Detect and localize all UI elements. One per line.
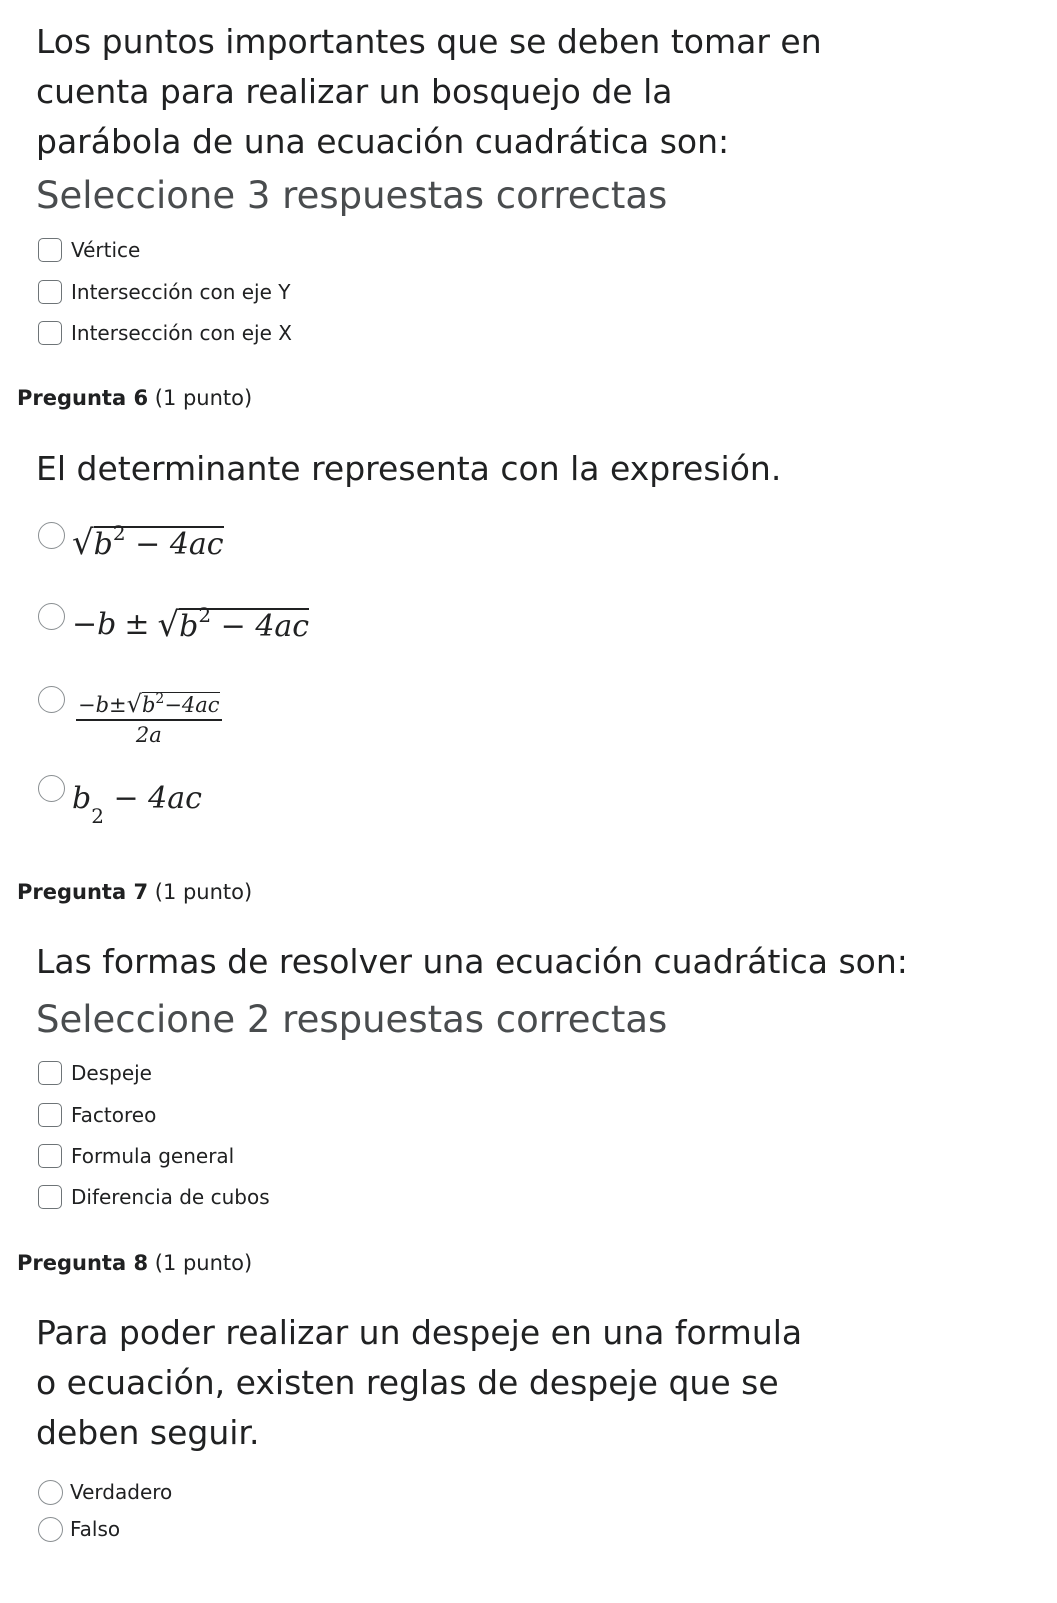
sqrt-symbol: √ $b^2 - 4ac$ — [157, 603, 310, 645]
question-7-instruction: Seleccione 2 respuestas correctas — [36, 998, 668, 1041]
checkbox[interactable] — [38, 1144, 62, 1168]
q6-option-discriminant[interactable] — [38, 775, 202, 828]
question-points: (1 punto) — [154, 880, 253, 904]
question-8-header — [17, 1250, 252, 1276]
math-expression: b 2 − 4ac — [72, 781, 202, 828]
q7-option-diferencia-cubos[interactable] — [38, 1180, 270, 1214]
question-number: Pregunta 8 — [17, 1251, 149, 1275]
option-label: Factoreo — [71, 1103, 157, 1127]
radicand: $b^2 - 4ac$ — [93, 521, 224, 562]
question-points: (1 punto) — [154, 1251, 253, 1275]
question-number: Pregunta 6 — [17, 386, 149, 410]
option-label: Intersección con eje X — [71, 321, 292, 345]
q5-option-eje-x[interactable] — [38, 316, 292, 350]
question-8-text: Para poder realizar un despeje en una formula o ecuación, existen reglas de despeje que se deben seguir. — [36, 1313, 803, 1452]
option-label: Despeje — [71, 1061, 152, 1085]
question-number: Pregunta 7 — [17, 880, 149, 904]
math-expression — [72, 603, 310, 645]
radicand: $b^2 - 4ac$ — [179, 603, 310, 644]
q6-option-quadratic-formula[interactable] — [38, 686, 222, 750]
q5-option-vertice[interactable] — [38, 233, 140, 267]
neg-b: −b — [72, 607, 117, 642]
q8-option-verdadero[interactable] — [38, 1475, 172, 1509]
option-label: Falso — [70, 1517, 121, 1541]
q5-option-eje-y[interactable] — [38, 275, 291, 309]
fraction-denominator: 2a — [135, 723, 162, 747]
fraction-numerator: −b± √ $b^2-4ac$ — [76, 692, 222, 721]
option-label: Formula general — [71, 1144, 235, 1168]
math-expression — [72, 521, 224, 563]
radio-button[interactable] — [38, 775, 65, 802]
option-label: Diferencia de cubos — [71, 1185, 270, 1209]
radio-button[interactable] — [38, 522, 65, 549]
radio-button[interactable] — [38, 1480, 63, 1505]
option-label: Verdadero — [70, 1480, 173, 1504]
q6-option-quadratic-numerator[interactable] — [38, 603, 309, 649]
question-5-text: Los puntos importantes que se deben tomar en cuenta para realizar un bosquejo de la parábola de una ecuación cuadrática son: — [36, 22, 822, 161]
question-7-text: Las formas de resolver una ecuación cuadrática son: — [36, 942, 908, 981]
radio-button[interactable] — [38, 686, 65, 713]
q8-option-falso[interactable] — [38, 1512, 120, 1546]
plus-minus: ± — [124, 607, 150, 642]
q7-option-factoreo[interactable] — [38, 1098, 156, 1132]
q6-option-sqrt[interactable] — [38, 522, 224, 568]
q7-option-despeje[interactable] — [38, 1056, 152, 1090]
checkbox[interactable] — [38, 1185, 62, 1209]
radio-button[interactable] — [38, 603, 65, 630]
option-label: Vértice — [71, 238, 141, 262]
math-expression — [76, 692, 222, 746]
question-6-text: El determinante representa con la expresión. — [36, 449, 782, 488]
question-7-header — [17, 879, 252, 905]
radio-button[interactable] — [38, 1517, 63, 1542]
checkbox[interactable] — [38, 1061, 62, 1085]
fraction — [76, 692, 222, 746]
sqrt-symbol: √ $b^2 - 4ac$ — [72, 521, 224, 563]
checkbox[interactable] — [38, 238, 62, 262]
question-5-instruction: Seleccione 3 respuestas correctas — [36, 174, 668, 217]
checkbox[interactable] — [38, 1103, 62, 1127]
option-label: Intersección con eje Y — [71, 280, 291, 304]
checkbox[interactable] — [38, 321, 62, 345]
q7-option-formula-general[interactable] — [38, 1139, 234, 1173]
question-points: (1 punto) — [154, 386, 253, 410]
checkbox[interactable] — [38, 280, 62, 304]
question-6-header — [17, 385, 252, 411]
